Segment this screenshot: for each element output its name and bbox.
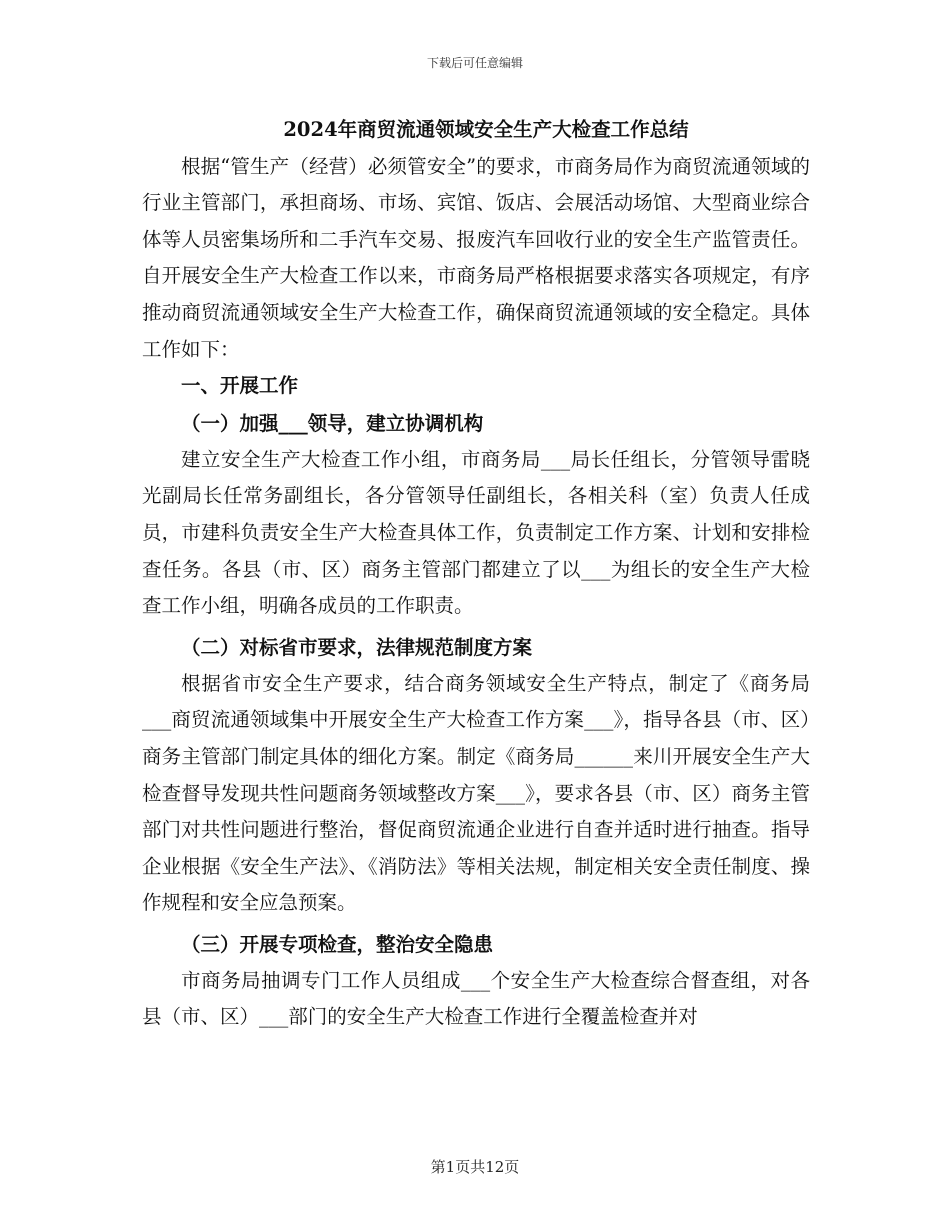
paragraph-1: 建立安全生产大检查工作小组，市商务局___局长任组长，分管领导雷晓光副局长任常务副组长，各分管领导任副组长，各相关科（室）负责人任成员，市建科负责安全生产大检查具体工作，负责制定工作方案、计划和安排检查任务。各县（市、区）商务主管部门都建立了以___为组长的安全生产大检查工作小组，明确各成员的工作职责。 [142, 447, 810, 618]
subsection-heading-3: （三）开展专项检查，整治安全隐患 [181, 932, 494, 956]
section-heading-1: 一、开展工作 [181, 374, 299, 398]
intro-paragraph: 根据“管生产（经营）必须管安全”的要求，市商务局作为商贸流通领域的行业主管部门，承担商场、市场、宾馆、饭店、会展活动场馆、大型商业综合体等人员密集场所和二手汽车交易、报废汽车回收行业的安全生产监管责任。自开展安全生产大检查工作以来，市商务局严格根据要求落实各项规定，有序推动商贸流通领域安全生产大检查工作，确保商贸流通领域的安全稳定。具体工作如下： [142, 154, 810, 361]
paragraph-2: 根据省市安全生产要求，结合商务领域安全生产特点，制定了《商务局___商贸流通领域集中开展安全生产大检查工作方案___》，指导各县（市、区）商务主管部门制定具体的细化方案。制定《商务局______来川开展安全生产大检查督导发现共性问题商务领域整改方案___》，要求各县（市、区）商务主管部门对共性问题进行整治，督促商贸流通企业进行自查并适时进行抽查。指导企业根据《安全生产法》、《消防法》等相关法规，制定相关安全责任制度、操作规程和安全应急预案。 [142, 671, 810, 915]
document-body [142, 112, 810, 1036]
page-header: 下载后可任意编辑 [426, 56, 523, 70]
subsection-heading-2: （二）对标省市要求，法律规范制度方案 [181, 635, 533, 659]
paragraph-3: 市商务局抽调专门工作人员组成___个安全生产大检查综合督查组，对各县（市、区）___部门的安全生产大检查工作进行全覆盖检查并对 [142, 968, 810, 1029]
document-title: 2024年商贸流通领域安全生产大检查工作总结 [283, 118, 689, 141]
subsection-heading-1: （一）加强___领导，建立协调机构 [181, 411, 484, 435]
page-footer: 第1页共12页 [430, 1158, 520, 1176]
